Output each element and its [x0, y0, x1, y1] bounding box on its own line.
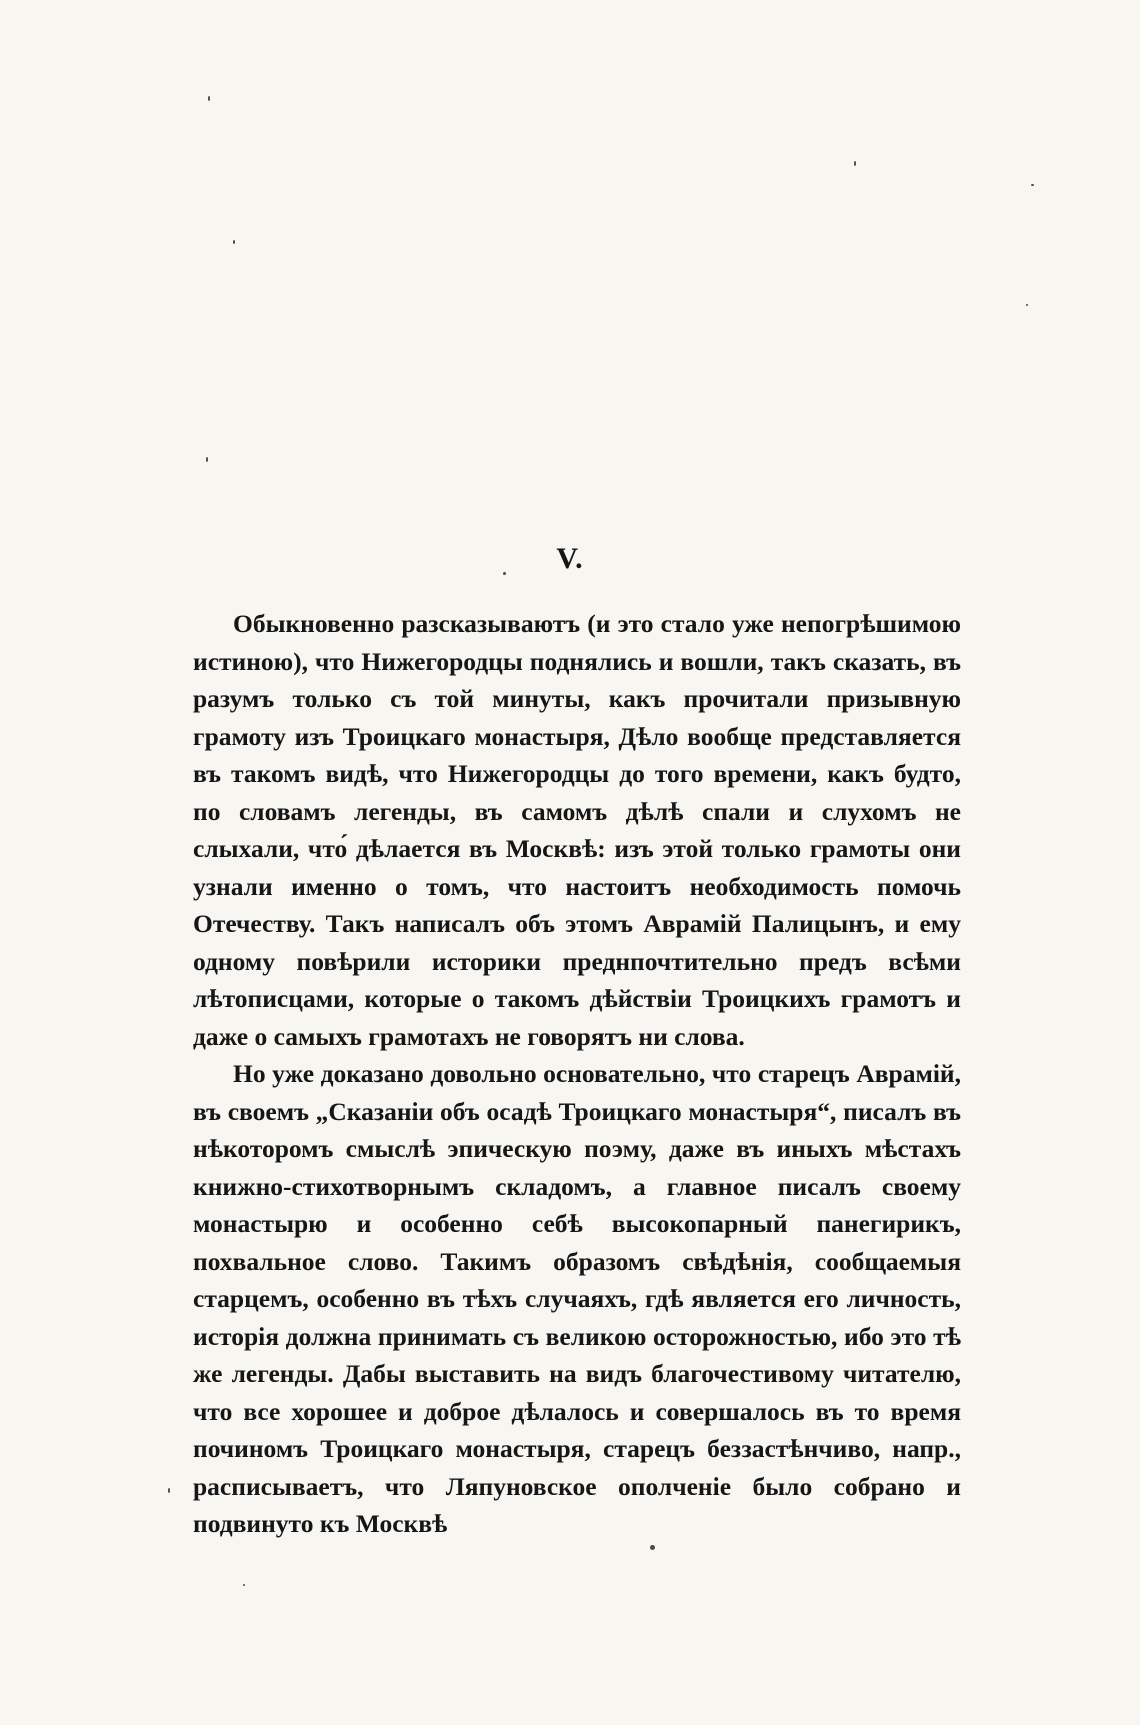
- scan-speck: [650, 1545, 655, 1550]
- paragraph-2: Но уже доказано довольно основательно, что старецъ Аврамій, въ своемъ „Сказаніи объ осадѣ Троицкаго монастыря“, писалъ въ нѣкоторомъ смыслѣ эпическую поэму, даже въ иныхъ мѣстахъ книжно-стихотворнымъ складомъ, а главное писалъ своему монастырю и особенно себѣ высокопарный панегирикъ, похвальное слово. Такимъ образомъ свѣдѣнія, сообщаемыя старцемъ, особенно въ тѣхъ случаяхъ, гдѣ является его личность, исторія должна принимать съ великою осторожностью, ибо это тѣ же легенды. Дабы выставить на видъ благочестивому читателю, что все хорошее и доброе дѣлалось и совершалось въ то время починомъ Троицкаго монастыря, старецъ беззастѣнчиво, напр., расписываетъ, что Ляпуновское ополченіе было собрано и подвинуто къ Москвѣ: [193, 1059, 961, 1538]
- scan-speck: [1026, 304, 1028, 306]
- scan-speck: [1031, 184, 1034, 186]
- scan-speck: [168, 1488, 170, 1493]
- paragraph-1: Обыкновенно разсказываютъ (и это стало уже непогрѣшимою истиною), что Нижегородцы поднялись и вошли, такъ сказать, въ разумъ только съ той минуты, какъ прочитали призывную грамоту изъ Троицкаго монастыря, Дѣло вообще представляется въ такомъ видѣ, что Нижегородцы до того времени, какъ будто, по словамъ легенды, въ самомъ дѣлѣ спали и слухомъ не слыхали, что́ дѣлается въ Москвѣ: изъ этой только грамоты они узнали именно о томъ, что настоитъ необходимость помочь Отечеству. Такъ написалъ объ этомъ Аврамій Палицынъ, и ему одному повѣрили историки преднпочтительно предъ всѣми лѣтописцами, которые о такомъ дѣйствіи Троицкихъ грамотъ и даже о самыхъ грамотахъ не говорятъ ни слова.: [193, 609, 961, 1051]
- scan-speck: [854, 161, 856, 166]
- scan-speck: [206, 457, 208, 462]
- scan-speck: [208, 96, 210, 101]
- scan-speck: [233, 240, 235, 244]
- scan-speck: [243, 1584, 245, 1586]
- text-body: [193, 605, 961, 1543]
- chapter-heading: V.: [556, 542, 584, 575]
